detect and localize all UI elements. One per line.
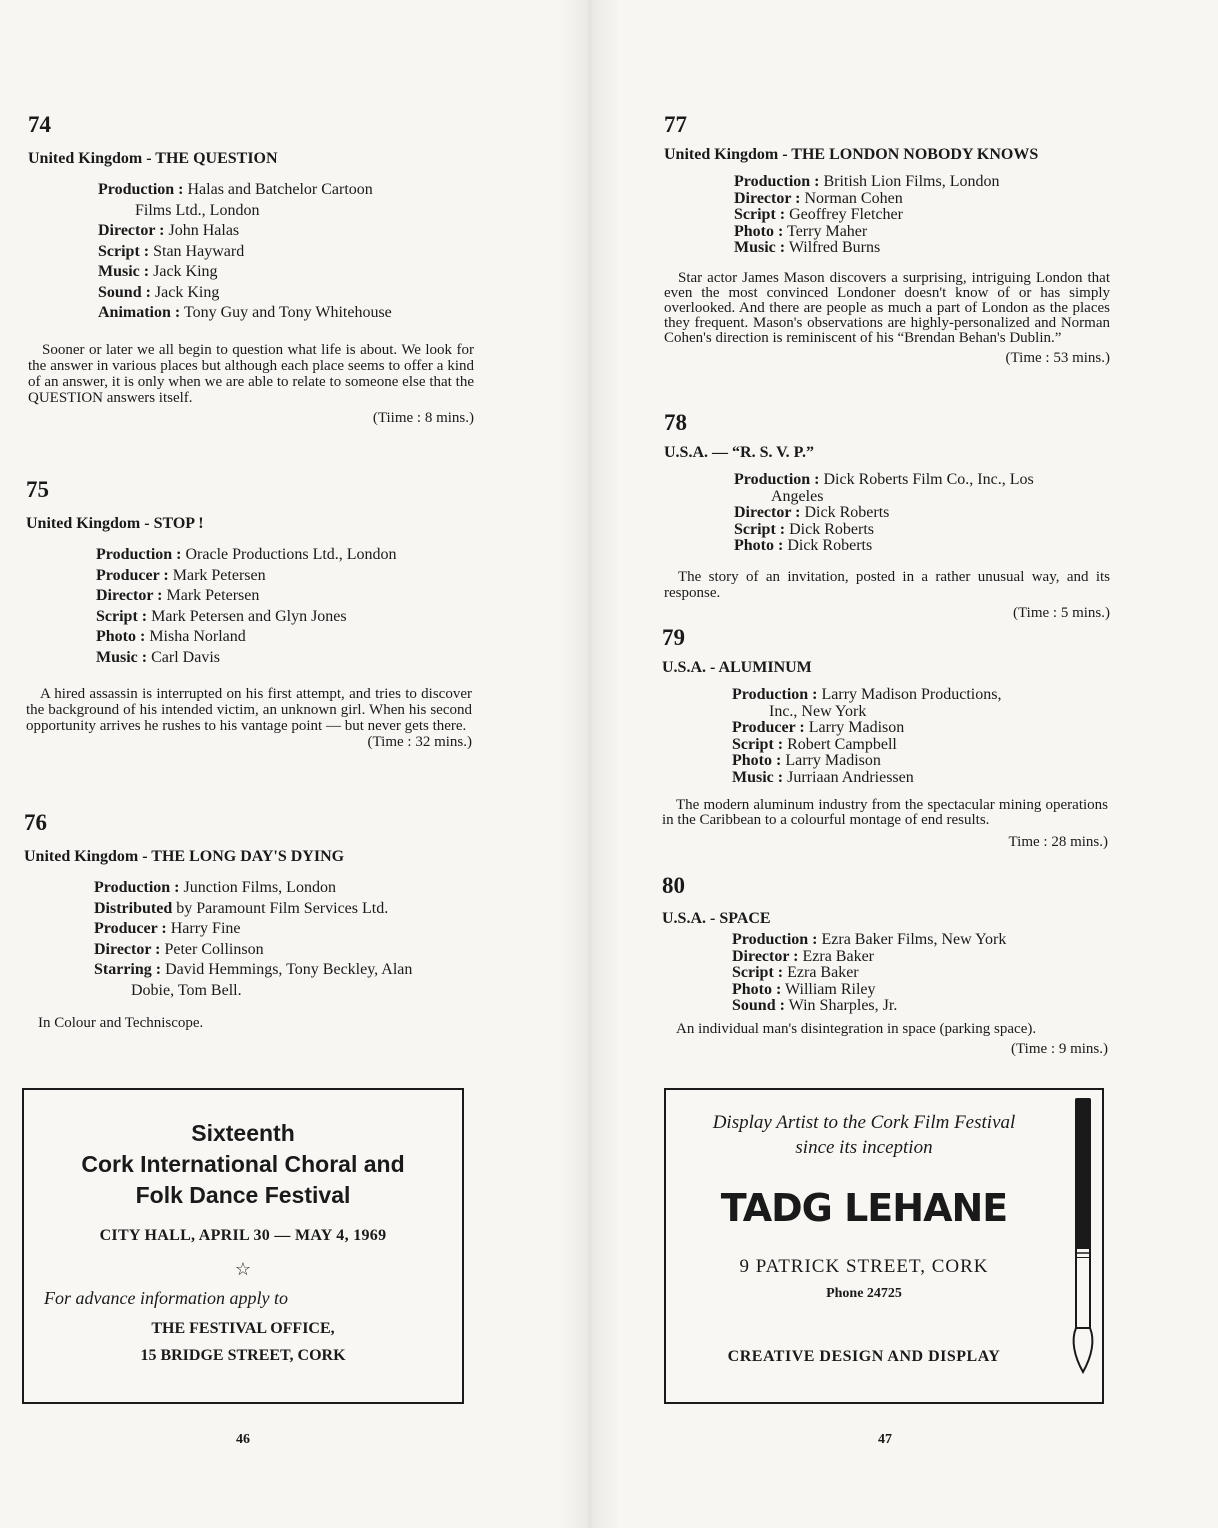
entry-heading: U.S.A. — “R. S. V. P.” — [664, 444, 814, 461]
film-entry-79 — [662, 626, 1108, 851]
credit-value: John Halas — [168, 222, 240, 239]
entry-description: Sooner or later we all begin to question what life is about. We look for the answer in various places but although each place seems to offer a kind of an answer, it is only when we are able to relate to someone else that the QUESTION answers itself. — [28, 341, 474, 406]
credit-value: Carl Davis — [151, 648, 220, 666]
credit-role: Photo : — [732, 980, 782, 998]
credit-role: Director : — [734, 504, 801, 521]
entry-description: Star actor James Mason discovers a surprising, intriguing London that even the most convinced Londoner doesn't know of or has simply overlooked. And there are people as much a part of London as the places they frequent. Mason's observations are highly-personalized and Norman Cohen's direction is reminiscent of his “Brendan Behan's Dublin.” — [664, 269, 1110, 346]
credit-line — [732, 687, 1108, 720]
credit-value: Larry Madison — [785, 752, 881, 769]
ad-advance-info: For advance information apply to — [44, 1288, 288, 1308]
credit-role: Starring : — [94, 961, 162, 978]
credits-list — [732, 932, 1108, 1015]
entry-duration: (Time : 5 mins.) — [1013, 604, 1110, 621]
credit-role: Production : — [94, 879, 180, 896]
credit-line — [734, 240, 1110, 257]
entry-number: 80 — [662, 873, 685, 898]
credits-list — [96, 545, 472, 668]
credit-value: Tony Guy and Tony Whitehouse — [183, 304, 392, 321]
entry-description: A hired assassin is interrupted on his first attempt, and tries to discover the background of his intended victim, an unknown girl. When his second opportunity arrives he rushes to his vantage point — but never gets there. — [26, 686, 472, 734]
ad-brand-name: TADG LEHANE — [720, 1186, 1008, 1230]
credit-role: Script : — [732, 964, 784, 981]
entry-description: An individual man's disintegration in space (parking space). — [676, 1020, 1037, 1037]
credit-line — [732, 770, 1108, 787]
credit-value: Stan Hayward — [153, 242, 245, 260]
credit-role: Music : — [98, 263, 150, 280]
entry-note: In Colour and Techniscope. — [38, 1015, 204, 1031]
credit-value: Dick Roberts — [787, 537, 873, 554]
credit-role: Production : — [732, 686, 818, 703]
film-entry-80 — [662, 874, 1108, 1058]
credit-value: Halas and Batchelor Cartoon — [187, 181, 373, 198]
film-entry-75 — [26, 478, 472, 751]
credit-line — [734, 505, 1110, 522]
credit-continuation: Angeles — [771, 487, 824, 505]
credit-role: Director : — [98, 222, 165, 239]
credit-value: Mark Petersen and Glyn Jones — [151, 607, 347, 625]
credit-value: Harry Fine — [170, 920, 241, 937]
entry-heading: United Kingdom - THE QUESTION — [28, 150, 278, 167]
credit-role: Script : — [732, 735, 784, 753]
credit-value: Jack King — [154, 283, 220, 301]
right-page — [620, 0, 1218, 1528]
credit-value: William Riley — [785, 980, 876, 998]
film-entry-78 — [664, 411, 1110, 622]
credit-value: Larry Madison — [808, 719, 905, 736]
credit-line — [734, 224, 1110, 241]
credit-role: Photo : — [732, 752, 782, 769]
credit-role: Photo : — [734, 222, 784, 240]
entry-heading: United Kingdom - THE LONDON NOBODY KNOWS — [664, 146, 1039, 163]
credit-line — [98, 283, 474, 304]
entry-duration: (Time : 32 mins.) — [367, 734, 472, 750]
credit-line — [98, 262, 474, 283]
credit-continuation: Dobie, Tom Bell. — [131, 981, 242, 999]
credit-continuation: Inc., New York — [769, 702, 867, 720]
credit-role: Director : — [94, 940, 161, 958]
credit-line — [98, 303, 474, 324]
credit-value: British Lion Films, London — [823, 173, 1000, 190]
credit-line — [732, 949, 1108, 966]
entry-duration: Time : 28 mins.) — [1008, 834, 1108, 850]
credit-line — [734, 472, 1110, 505]
credit-line — [732, 982, 1108, 999]
ad-office-line: 15 BRIDGE STREET, CORK — [140, 1347, 346, 1364]
entry-number: 74 — [28, 112, 51, 137]
credit-line — [734, 191, 1110, 208]
ad-title-line: Cork International Choral and — [81, 1151, 405, 1177]
ad-title-line: Sixteenth — [191, 1120, 295, 1146]
credit-role: Script : — [734, 520, 786, 538]
entry-number: 76 — [24, 810, 47, 835]
page-number: 46 — [236, 1432, 250, 1447]
credit-line — [734, 207, 1110, 224]
credit-role: Production : — [732, 931, 818, 948]
credit-role: Photo : — [96, 628, 146, 645]
entry-description: The modern aluminum industry from the spectacular mining operations in the Caribbean to a colourful montage of end results. — [662, 797, 1108, 828]
credits-list — [94, 878, 470, 1001]
ad-tagline: since its inception — [795, 1137, 933, 1158]
ad-address: 9 PATRICK STREET, CORK — [739, 1256, 989, 1277]
credit-line — [732, 720, 1108, 737]
credit-role: Director : — [734, 189, 801, 207]
credit-line — [96, 545, 472, 566]
credit-role: Production : — [734, 173, 820, 190]
credit-value: by Paramount Film Services Ltd. — [176, 899, 389, 917]
entry-heading: United Kingdom - STOP ! — [26, 515, 204, 532]
credit-value: David Hemmings, Tony Beckley, Alan — [165, 961, 413, 978]
credit-role: Script : — [734, 206, 786, 223]
credit-line — [94, 878, 470, 899]
credits-list — [732, 687, 1108, 786]
ad-title-line: Folk Dance Festival — [135, 1182, 351, 1208]
credit-role: Production : — [734, 471, 820, 488]
credit-line — [98, 242, 474, 263]
credit-role: Producer : — [96, 566, 169, 584]
credit-role: Sound : — [98, 283, 151, 301]
entry-heading: U.S.A. - ALUMINUM — [662, 659, 812, 676]
credit-role: Producer : — [94, 920, 167, 937]
entry-duration: (Tiime : 8 mins.) — [372, 409, 474, 426]
credit-value: Junction Films, London — [183, 879, 336, 896]
credit-value: Ezra Baker Films, New York — [821, 931, 1007, 948]
credit-line — [734, 522, 1110, 539]
credit-value: Peter Collinson — [164, 940, 264, 958]
credit-role: Production : — [98, 181, 184, 198]
entry-description: The story of an invitation, posted in a rather unusual way, and its response. — [664, 568, 1110, 601]
paintbrush-icon — [1068, 1096, 1098, 1376]
credit-line — [734, 174, 1110, 191]
credit-value: Win Sharples, Jr. — [788, 997, 898, 1014]
credit-line — [732, 998, 1108, 1015]
entry-heading: United Kingdom - THE LONG DAY'S DYING — [24, 848, 345, 865]
credits-list — [734, 174, 1110, 257]
credits-list — [98, 180, 474, 324]
credit-value: Jack King — [153, 263, 218, 280]
ad-venue-dates: CITY HALL, APRIL 30 — MAY 4, 1969 — [99, 1227, 387, 1244]
credit-value: Dick Roberts — [789, 520, 874, 538]
credit-value: Misha Norland — [149, 628, 246, 645]
credit-role: Script : — [98, 242, 150, 260]
left-page — [0, 0, 560, 1528]
credit-role: Director : — [96, 587, 163, 604]
ad-tagline: Display Artist to the Cork Film Festival — [712, 1112, 1016, 1133]
credit-line — [94, 940, 470, 961]
credit-role: Photo : — [734, 537, 784, 554]
credit-role: Music : — [96, 648, 148, 666]
entry-number: 75 — [26, 477, 49, 502]
credit-role: Producer : — [732, 719, 805, 736]
credit-role: Distributed — [94, 899, 173, 917]
credit-line — [98, 180, 474, 221]
credit-line — [96, 586, 472, 607]
film-entry-74 — [28, 113, 474, 427]
festival-advertisement — [22, 1088, 464, 1404]
credit-line — [94, 960, 470, 1001]
entry-number: 78 — [664, 410, 687, 435]
credit-value: Robert Campbell — [787, 735, 897, 753]
credit-role: Script : — [96, 607, 148, 625]
page-number: 47 — [878, 1432, 892, 1447]
tadg-lehane-advertisement — [664, 1088, 1104, 1404]
credit-line — [732, 737, 1108, 754]
entry-duration: (Time : 53 mins.) — [1005, 349, 1110, 366]
ad-slogan: CREATIVE DESIGN AND DISPLAY — [727, 1348, 1001, 1365]
credit-value: Mark Petersen — [166, 587, 260, 604]
credit-line — [96, 566, 472, 587]
credit-role: Music : — [734, 239, 786, 256]
credit-line — [96, 648, 472, 669]
credit-value: Oracle Productions Ltd., London — [185, 546, 397, 563]
ad-phone: Phone 24725 — [826, 1286, 902, 1301]
credit-value: Dick Roberts — [804, 504, 890, 521]
entry-duration: (Time : 9 mins.) — [1011, 1040, 1108, 1057]
credit-value: Geoffrey Fletcher — [789, 206, 903, 223]
credit-role: Music : — [732, 768, 784, 786]
credit-value: Larry Madison Productions, — [821, 686, 1002, 703]
credit-continuation: Films Ltd., London — [135, 201, 260, 219]
credit-value: Wilfred Burns — [788, 239, 881, 256]
credit-line — [96, 607, 472, 628]
credit-line — [732, 965, 1108, 982]
film-entry-77 — [664, 113, 1110, 367]
credit-value: Ezra Baker — [802, 947, 874, 965]
credit-value: Norman Cohen — [804, 189, 903, 207]
credits-list — [734, 472, 1110, 555]
credit-line — [94, 899, 470, 920]
page-gutter — [560, 0, 620, 1528]
entry-heading: U.S.A. - SPACE — [662, 910, 771, 927]
credit-value: Mark Petersen — [172, 566, 266, 584]
credit-value: Ezra Baker — [787, 964, 859, 981]
credit-value: Dick Roberts Film Co., Inc., Los — [823, 471, 1034, 488]
credit-role: Sound : — [732, 997, 785, 1014]
credit-line — [732, 753, 1108, 770]
credit-line — [732, 932, 1108, 949]
credit-role: Production : — [96, 546, 182, 563]
credit-role: Director : — [732, 947, 799, 965]
credit-value: Jurriaan Andriessen — [787, 768, 914, 786]
ad-office-line: THE FESTIVAL OFFICE, — [151, 1320, 335, 1337]
credit-line — [94, 919, 470, 940]
credit-role: Animation : — [98, 304, 181, 321]
ad-text-block — [666, 1090, 1062, 1366]
film-entry-76 — [24, 811, 470, 1031]
credit-line — [734, 538, 1110, 555]
credit-line — [96, 627, 472, 648]
credit-value: Terry Maher — [787, 222, 868, 240]
entry-number: 79 — [662, 625, 685, 650]
star-icon: ☆ — [234, 1259, 252, 1279]
credit-line — [98, 221, 474, 242]
entry-number: 77 — [664, 112, 687, 137]
